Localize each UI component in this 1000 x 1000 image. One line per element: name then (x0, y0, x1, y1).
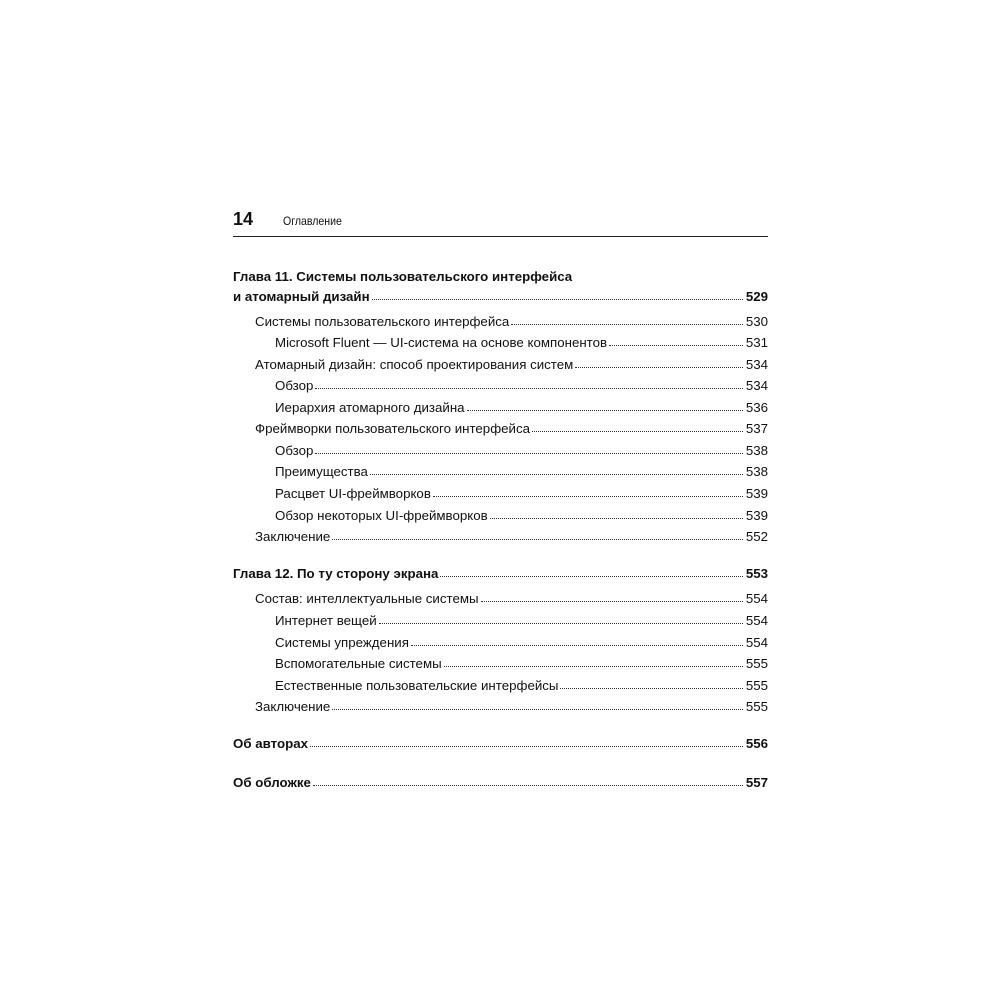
toc-entry[interactable] (255, 421, 768, 437)
toc-entry-label: Вспомогательные системы (275, 656, 442, 671)
toc-entry-page: 554 (745, 591, 768, 606)
toc-entry-page: 537 (745, 421, 768, 436)
dot-leader (411, 643, 743, 646)
running-title: Оглавление (283, 214, 342, 228)
dot-leader (332, 707, 742, 710)
toc-entry[interactable] (275, 656, 768, 672)
about-authors-entry[interactable] (233, 736, 768, 752)
toc-entry[interactable] (255, 591, 768, 607)
toc-entry[interactable] (255, 357, 768, 373)
running-head (233, 208, 768, 237)
toc-entry-label: Заключение (255, 529, 331, 544)
toc-entry-label: Заключение (255, 699, 331, 714)
toc-entry[interactable] (275, 678, 768, 694)
chapter-12-page: 553 (745, 566, 768, 581)
dot-leader (370, 472, 743, 475)
dot-leader (532, 429, 743, 432)
toc-entry-label: Атомарный дизайн: способ проектирования систем (255, 357, 574, 372)
toc-entry-page: 552 (745, 529, 768, 544)
toc-entry[interactable] (275, 443, 768, 459)
about-authors-label: Об авторах (233, 736, 309, 751)
toc-entry-page: 554 (745, 635, 768, 650)
toc-entry-page: 555 (745, 656, 768, 671)
toc-entry-page: 534 (745, 357, 768, 372)
toc-entry[interactable] (275, 613, 768, 629)
toc-entry-label: Microsoft Fluent — UI-система на основе компонентов (275, 335, 608, 350)
dot-leader (332, 537, 742, 540)
about-authors-page: 556 (745, 736, 768, 751)
toc-entry-page: 539 (745, 486, 768, 501)
toc-entry-page: 536 (745, 400, 768, 415)
chapter-11-title-line1: Глава 11. Системы пользовательского интерфейса (233, 269, 573, 284)
dot-leader (490, 516, 743, 519)
toc-entry-label: Обзор некоторых UI-фреймворков (275, 508, 488, 523)
toc-entry-page: 530 (745, 314, 768, 329)
book-page (233, 0, 768, 1000)
toc-entry-label: Преимущества (275, 464, 368, 479)
about-cover-entry[interactable] (233, 775, 768, 791)
toc-entry-page: 555 (745, 699, 768, 714)
toc-entry[interactable] (275, 335, 768, 351)
toc-entry[interactable] (275, 400, 768, 416)
toc-entry-page: 531 (745, 335, 768, 350)
dot-leader (310, 744, 743, 747)
dot-leader (444, 664, 743, 667)
toc-entry[interactable] (275, 378, 768, 394)
chapter-12-title: Глава 12. По ту сторону экрана (233, 566, 439, 581)
chapter-11-entry[interactable] (233, 289, 768, 305)
dot-leader (313, 783, 743, 786)
dot-leader (511, 322, 743, 325)
dot-leader (575, 365, 743, 368)
toc-entry[interactable] (275, 635, 768, 651)
toc-entry-label: Естественные пользовательские интерфейсы (275, 678, 559, 693)
dot-leader (372, 297, 743, 300)
dot-leader (315, 451, 742, 454)
toc-entry-label: Состав: интеллектуальные системы (255, 591, 479, 606)
page-number: 14 (233, 209, 254, 229)
about-cover-page: 557 (745, 775, 768, 790)
toc-entry-label: Расцвет UI-фреймворков (275, 486, 431, 501)
dot-leader (440, 574, 742, 577)
toc-entry[interactable] (255, 529, 768, 545)
toc-entry[interactable] (275, 486, 768, 502)
toc-entry-label: Обзор (275, 443, 314, 458)
dot-leader (481, 599, 743, 602)
chapter-11-page: 529 (745, 289, 768, 304)
about-cover-label: Об обложке (233, 775, 311, 790)
toc-entry-page: 555 (745, 678, 768, 693)
dot-leader (379, 621, 743, 624)
toc-entry-label: Обзор (275, 378, 314, 393)
toc-entry-page: 538 (745, 464, 768, 479)
toc-entry-page: 539 (745, 508, 768, 523)
toc-entry-page: 554 (745, 613, 768, 628)
toc-entry[interactable] (255, 699, 768, 715)
toc-entry-label: Фреймворки пользовательского интерфейса (255, 421, 531, 436)
dot-leader (467, 408, 743, 411)
toc-entry[interactable] (275, 464, 768, 480)
chapter-12-entry[interactable] (233, 566, 768, 582)
toc-entry-label: Интернет вещей (275, 613, 377, 628)
dot-leader (560, 686, 742, 689)
dot-leader (315, 386, 742, 389)
chapter-11-title-line2: и атомарный дизайн (233, 289, 370, 304)
toc-entry-label: Системы упреждения (275, 635, 409, 650)
toc-entry-page: 538 (745, 443, 768, 458)
toc-entry[interactable] (255, 314, 768, 330)
toc-entry-label: Иерархия атомарного дизайна (275, 400, 465, 415)
dot-leader (609, 343, 743, 346)
toc-entry[interactable] (275, 508, 768, 524)
toc-entry-page: 534 (745, 378, 768, 393)
toc-entry-label: Системы пользовательского интерфейса (255, 314, 510, 329)
dot-leader (433, 494, 743, 497)
